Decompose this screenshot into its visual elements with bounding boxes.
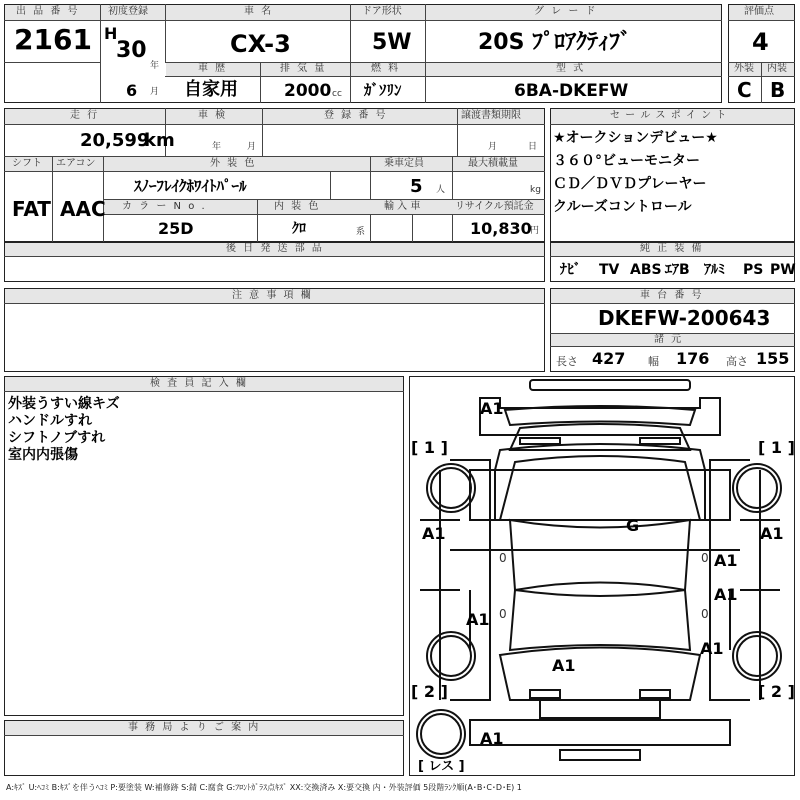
damage-mark: A1 (552, 656, 576, 675)
model-label: 型 式 (556, 63, 586, 74)
transfer-doc-label: 譲渡書類期限 (461, 110, 521, 121)
fuel-label: 燃 料 (371, 63, 401, 74)
car-name-label: 車 名 (244, 6, 274, 17)
tire-label-rear-right: [ 2 ] (758, 682, 795, 701)
equipment-item: ｴｱB (665, 262, 690, 278)
int-color-unit: 系 (356, 227, 366, 237)
lot-label: 出 品 番 号 (16, 6, 80, 17)
zero-mark: 0 (499, 607, 507, 621)
grade-label: グ レ ー ド (534, 6, 598, 17)
office-label: 事 務 局 よ り ご 案 内 (128, 722, 261, 733)
history-label: 車 歴 (198, 63, 228, 74)
color-no-label: カ ラ ー N o . (122, 201, 207, 212)
zero-mark: 0 (499, 551, 507, 565)
dims-label: 諸 元 (654, 334, 684, 345)
reg-number-label: 登 録 番 号 (324, 110, 388, 121)
capacity-unit: 人 (436, 185, 446, 195)
header-divider (4, 20, 722, 21)
door-label: ドア形状 (362, 6, 402, 17)
door-type: 5W (372, 30, 412, 55)
width: 176 (676, 349, 710, 368)
max-load-label: 最大積載量 (468, 158, 518, 169)
score: 4 (752, 28, 769, 56)
tire-label-front-right: [ 1 ] (758, 438, 795, 457)
exterior-label: 外装 (734, 63, 754, 74)
inspection-year-unit: 年 (212, 142, 222, 152)
tire-label-front-left: [ 1 ] (411, 438, 448, 457)
import-label: 輸 入 車 (384, 201, 421, 212)
selling-points-label: セ ー ル ス ポ イ ン ト (610, 110, 728, 121)
width-label: 幅 (648, 355, 659, 368)
int-color: ｸﾛ (292, 221, 306, 237)
inspection-label: 車 検 (198, 110, 228, 121)
inspection-month-unit: 月 (247, 142, 257, 152)
chassis-label: 車 台 番 号 (640, 290, 704, 301)
ext-color-label: 外 装 色 (210, 158, 257, 169)
int-color-label: 内 装 色 (274, 201, 321, 212)
height: 155 (756, 349, 790, 368)
chassis-number: DKEFW-200643 (598, 306, 771, 330)
shift-label: シフト (12, 158, 42, 169)
damage-mark: A1 (466, 610, 490, 629)
month-unit: 月 (150, 87, 160, 97)
year-unit: 年 (150, 61, 160, 71)
selling-point: クルーズコントロール (553, 199, 692, 215)
later-parts-label: 後 日 発 送 部 品 (226, 243, 324, 254)
equipment-item: ｱﾙﾐ (704, 262, 725, 278)
recycle-label: リサイクル預託金 (455, 201, 534, 212)
transfer-month-unit: 月 (488, 142, 498, 152)
tire-label-rear-left: [ 2 ] (411, 682, 448, 701)
height-label: 高さ (726, 355, 748, 368)
damage-mark: A1 (422, 524, 446, 543)
ac: AAC (60, 197, 106, 221)
equipment-item: PW (770, 262, 796, 278)
displacement: 2000 (284, 81, 332, 101)
car-outline (409, 376, 795, 776)
history: 自家用 (184, 79, 238, 100)
era: H (104, 24, 118, 43)
spare-tire-label: [ レス ] (418, 759, 465, 774)
equipment-item: ABS (630, 262, 662, 278)
max-load-unit: kg (530, 185, 541, 195)
equipment-item: PS (743, 262, 764, 278)
color-no: 25D (158, 219, 194, 238)
grade: 20S ﾌﾟﾛｱｸﾃｨﾌﾞ (478, 30, 632, 55)
inspector-note: ハンドルすれ (8, 413, 92, 429)
selling-points-section (550, 108, 795, 242)
mileage: 20,599 (80, 130, 150, 151)
damage-mark: G (626, 516, 640, 535)
damage-mark: A1 (714, 551, 738, 570)
lot-number: 2161 (14, 23, 92, 56)
damage-mark: A1 (700, 639, 724, 658)
damage-mark: A1 (480, 729, 504, 748)
displacement-unit: cc (332, 89, 342, 99)
capacity-label: 乗車定員 (384, 158, 424, 169)
score-label: 評価点 (744, 6, 774, 17)
recycle-fee: 10,830 (470, 219, 532, 238)
zero-mark: 0 (701, 607, 709, 621)
damage-mark: A1 (480, 399, 504, 418)
damage-mark: A1 (714, 585, 738, 604)
model-code: 6BA-DKEFW (514, 81, 629, 101)
ext-color: ｽﾉｰﾌﾚｲｸﾎﾜｲﾄﾊﾟｰﾙ (134, 177, 247, 195)
ac-label: エアコン (56, 158, 96, 169)
selling-point: ★オークションデビュー★ (553, 130, 718, 146)
equipment-item: ﾅﾋﾞ (560, 262, 581, 278)
mileage-label: 走 行 (70, 110, 100, 121)
exterior-grade: C (737, 78, 752, 102)
selling-point: ３６０°ビューモニター (553, 153, 700, 169)
capacity: 5 (410, 176, 423, 197)
inspector-note: シフトノブすれ (8, 430, 106, 446)
displacement-label: 排 気 量 (280, 63, 327, 74)
interior-grade: B (770, 78, 786, 102)
recycle-unit: 円 (530, 226, 540, 236)
length-label: 長さ (556, 355, 578, 368)
equipment-label: 純 正 装 備 (640, 243, 704, 254)
legend: A:ｷｽﾞ U:ﾍｺﾐ B:ｷｽﾞを伴うﾍｺﾐ P:要塗装 W:補修跡 S:錆 C:腐食 G:ﾌﾛﾝﾄｶﾞﾗｽ点ｷｽﾞ XX:交換済み X:要交換 内・外装評価 5段階ﾗﾝｸ順(A･B･C･D･E) 1 (6, 783, 522, 792)
length: 427 (592, 349, 626, 368)
fuel: ｶﾞｿﾘﾝ (364, 81, 402, 99)
first-reg-label: 初度登録 (108, 6, 148, 17)
reg-year: 30 (116, 38, 147, 63)
transfer-day-unit: 日 (528, 142, 538, 152)
inspector-note: 室内内張傷 (8, 447, 78, 463)
reg-month: 6 (126, 81, 138, 100)
selling-point: ＣＤ／ＤＶＤプレーヤー (553, 176, 707, 192)
interior-label: 内装 (767, 63, 787, 74)
shift: FAT (12, 197, 51, 221)
damage-mark: A1 (760, 524, 784, 543)
car-name: CX-3 (230, 30, 291, 58)
spec-section (4, 108, 545, 242)
notes-label: 注 意 事 項 欄 (232, 290, 313, 301)
zero-mark: 0 (701, 551, 709, 565)
mileage-unit: km (144, 130, 175, 151)
equipment-item: TV (599, 262, 620, 278)
inspector-note: 外装うすい線キズ (8, 396, 120, 412)
inspector-label: 検 査 員 記 入 欄 (150, 378, 248, 389)
